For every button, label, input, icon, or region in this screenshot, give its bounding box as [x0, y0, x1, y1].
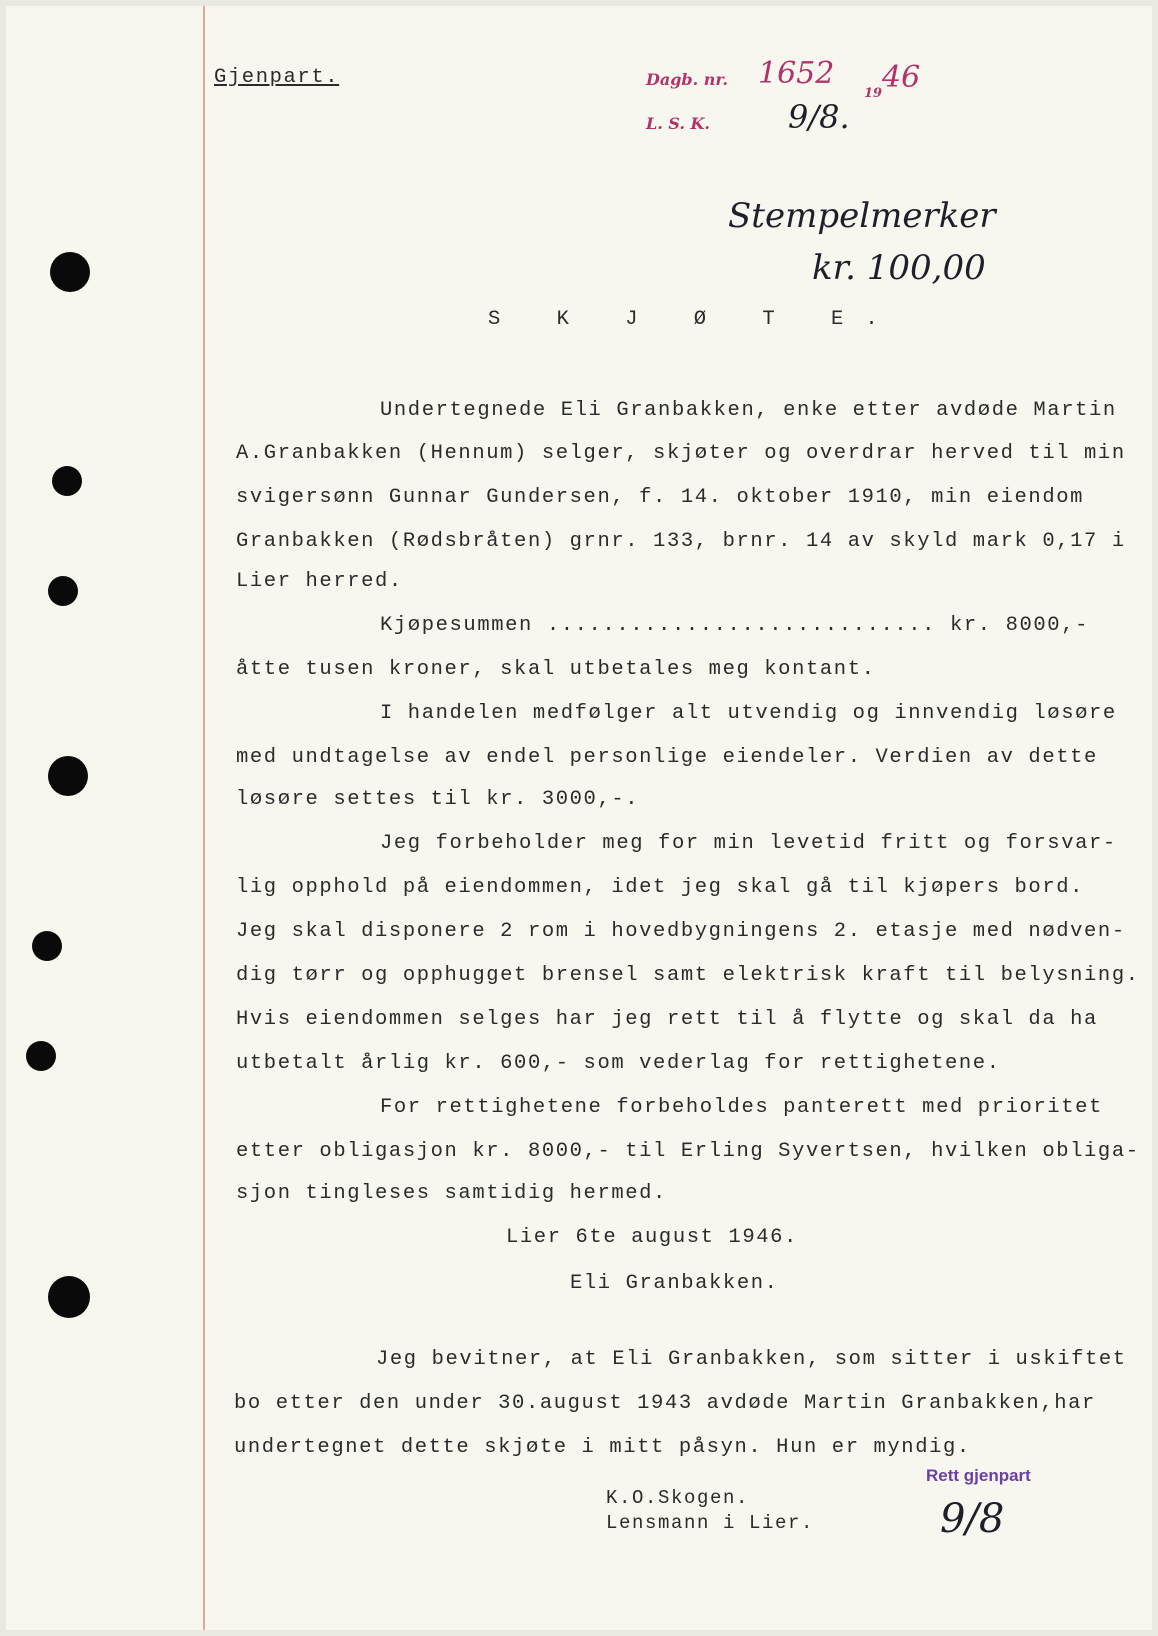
- stamp-date: 9/8.: [788, 98, 850, 136]
- body-line: Jeg skal disponere 2 rom i hovedbygningens 2. etasje med nødven-: [236, 920, 1126, 943]
- stamp-note-line2: kr. 100,00: [812, 248, 986, 288]
- margin-line: [203, 6, 205, 1630]
- stamp-office: L. S. K.: [646, 114, 710, 133]
- body-line: svigersønn Gunnar Gundersen, f. 14. oktober 1910, min eiendom: [236, 486, 1085, 509]
- certified-initials: 9/8: [940, 1496, 1005, 1542]
- body-line: A.Granbakken (Hennum) selger, skjøter og overdrar herved til min: [236, 442, 1126, 465]
- stamp-number: 1652: [758, 56, 835, 91]
- signer-name: K.O.Skogen.: [606, 1487, 750, 1509]
- stamp-year: 46: [882, 60, 921, 95]
- body-line: Undertegnede Eli Granbakken, enke etter avdøde Martin: [380, 399, 1117, 422]
- body-line: Jeg forbeholder meg for min levetid fritt og forsvar-: [380, 832, 1117, 855]
- body-line: etter obligasjon kr. 8000,- til Erling Syvertsen, hvilken obliga-: [236, 1140, 1140, 1163]
- body-line: Hvis eiendommen selges har jeg rett til å flytte og skal da ha: [236, 1008, 1098, 1031]
- signer-title: Lensmann i Lier.: [606, 1512, 815, 1534]
- document-page: [6, 6, 1152, 1630]
- price-words: åtte tusen kroner, skal utbetales meg kontant.: [236, 658, 876, 681]
- body-line: utbetalt årlig kr. 600,- som vederlag for rettighetene.: [236, 1052, 1001, 1075]
- punch-hole: [26, 1041, 56, 1071]
- certified-copy-stamp: Rett gjenpart: [926, 1466, 1031, 1485]
- stamp-dagb: Dagb. nr.: [646, 70, 728, 89]
- body-line: lig opphold på eiendommen, idet jeg skal gå til kjøpers bord.: [236, 876, 1085, 899]
- body-line: Lier herred.: [236, 570, 403, 593]
- seller-signature: Eli Granbakken.: [570, 1272, 779, 1295]
- body-line: dig tørr og opphugget brensel samt elektrisk kraft til belysning.: [236, 964, 1140, 987]
- place-date: Lier 6te august 1946.: [506, 1226, 798, 1249]
- document-title: S K J Ø T E.: [488, 308, 900, 331]
- copy-label: Gjenpart.: [214, 66, 340, 89]
- punch-hole: [48, 756, 88, 796]
- punch-hole: [52, 466, 82, 496]
- stamp-note-line1: Stempelmerker: [728, 196, 996, 236]
- body-line: løsøre settes til kr. 3000,-.: [236, 788, 640, 811]
- stamp-year-prefix: 19: [864, 86, 883, 101]
- attestation-line: bo etter den under 30.august 1943 avdøde Martin Granbakken,har: [234, 1392, 1096, 1415]
- body-line: sjon tingleses samtidig hermed.: [236, 1182, 667, 1205]
- punch-hole: [48, 1276, 90, 1318]
- price-line: Kjøpesummen ............................ kr. 8000,-: [380, 614, 1090, 637]
- body-line: I handelen medfølger alt utvendig og innvendig løsøre: [380, 702, 1117, 725]
- body-line: For rettighetene forbeholdes panterett med prioritet: [380, 1096, 1103, 1119]
- attestation-line: undertegnet dette skjøte i mitt påsyn. Hun er myndig.: [234, 1436, 971, 1459]
- body-line: Granbakken (Rødsbråten) grnr. 133, brnr. 14 av skyld mark 0,17 i: [236, 530, 1126, 553]
- punch-hole: [48, 576, 78, 606]
- attestation-line: Jeg bevitner, at Eli Granbakken, som sitter i uskiftet: [376, 1348, 1127, 1371]
- punch-hole: [50, 252, 90, 292]
- punch-hole: [32, 931, 62, 961]
- body-line: med undtagelse av endel personlige eiendeler. Verdien av dette: [236, 746, 1098, 769]
